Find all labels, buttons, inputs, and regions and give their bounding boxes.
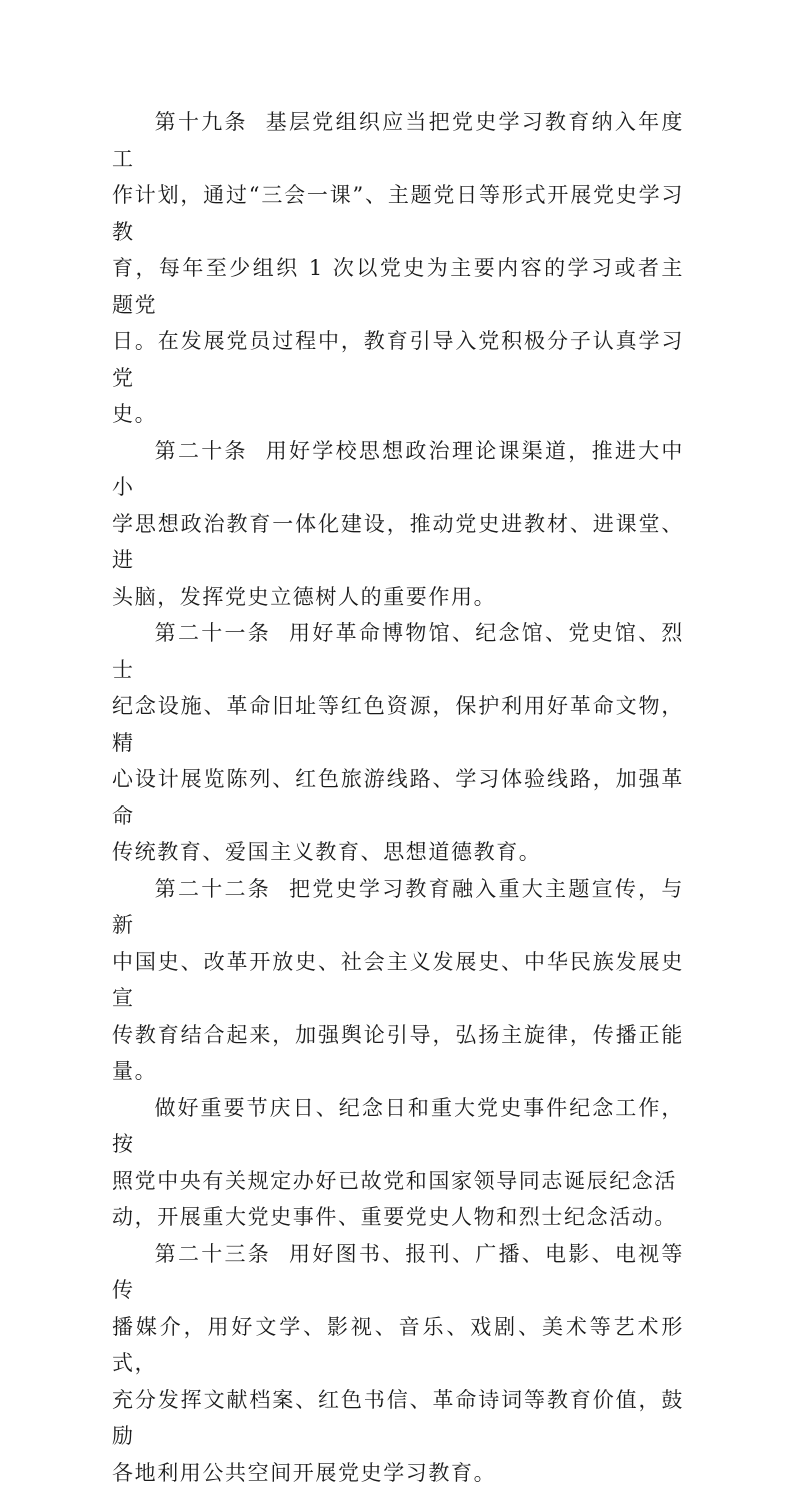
- text-line: 心设计展览陈列、红色旅游线路、学习体验线路，加强革命: [112, 767, 684, 828]
- text-line: 播媒介，用好文学、影视、音乐、戏剧、美术等艺术形式，: [112, 1315, 684, 1376]
- paragraph-article-19: [112, 104, 684, 433]
- text-line: 传统教育、爱国主义教育、思想道德教育。: [112, 840, 541, 864]
- paragraph-article-20: [112, 433, 684, 616]
- paragraph-article-22: [112, 871, 684, 1090]
- text-line: 日。在发展党员过程中，教育引导入党积极分子认真学习党: [112, 329, 684, 390]
- text-line: 学思想政治教育一体化建设，推动党史进教材、进课堂、进: [112, 512, 684, 573]
- article-number: 第二十二条: [154, 877, 271, 901]
- text-line: 基层党组织应当把党史学习教育纳入年度工: [112, 110, 684, 171]
- text-line: 用好图书、报刊、广播、电影、电视等传: [112, 1242, 684, 1303]
- article-number: 第十九条: [154, 110, 248, 134]
- text-line: 照党中央有关规定办好已故党和国家领导同志诞辰纪念活: [112, 1169, 677, 1193]
- article-number: 第二十三条: [154, 1242, 271, 1266]
- text-line: 用好学校思想政治理论课渠道，推进大中小: [112, 439, 684, 500]
- text-line: 中国史、改革开放史、社会主义发展史、中华民族发展史宣: [112, 950, 684, 1011]
- text-line: 动，开展重大党史事件、重要党史人物和烈士纪念活动。: [112, 1205, 677, 1229]
- text-line: 充分发挥文献档案、红色书信、革命诗词等教育价值，鼓励: [112, 1388, 684, 1449]
- article-number: 第二十条: [154, 439, 248, 463]
- paragraph-article-23: [112, 1236, 684, 1491]
- paragraph-article-21: [112, 615, 684, 871]
- text-line: 做好重要节庆日、纪念日和重大党史事件纪念工作，按: [112, 1096, 684, 1157]
- text-line: 作计划，通过“三会一课”、主题党日等形式开展党史学习教: [112, 183, 684, 244]
- text-line: 用好革命博物馆、纪念馆、党史馆、烈士: [112, 621, 684, 682]
- text-line: 育，每年至少组织 1 次以党史为主要内容的学习或者主题党: [112, 256, 684, 317]
- paragraph-article-22-continued: [112, 1090, 684, 1236]
- text-line: 传教育结合起来，加强舆论引导，弘扬主旋律，传播正能量。: [112, 1023, 684, 1084]
- document-body: [112, 104, 684, 1491]
- text-line: 把党史学习教育融入重大主题宣传，与新: [112, 877, 684, 938]
- article-number: 第二十一条: [154, 621, 271, 645]
- text-line: 头脑，发挥党史立德树人的重要作用。: [112, 585, 496, 609]
- text-line: 各地利用公共空间开展党史学习教育。: [112, 1461, 496, 1485]
- text-line: 纪念设施、革命旧址等红色资源，保护利用好革命文物，精: [112, 694, 684, 755]
- text-line: 史。: [112, 402, 157, 426]
